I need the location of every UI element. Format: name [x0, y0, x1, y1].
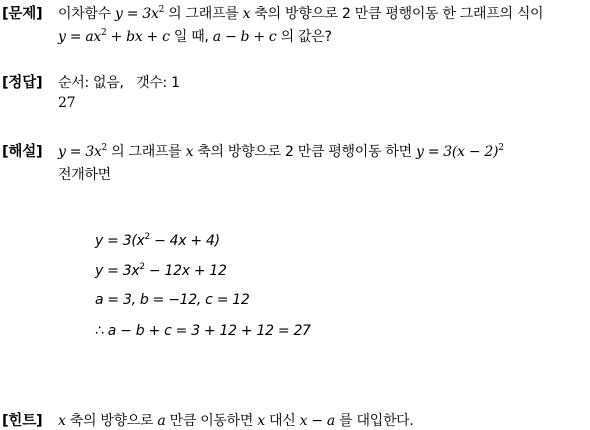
explanation-var-x: x	[185, 144, 194, 160]
hint-text-1: 축의 방향으로	[65, 413, 158, 429]
problem-equation: $y = 3x^2$	[115, 5, 165, 22]
hint-label: [힌트]	[2, 413, 43, 429]
problem-line1-mid: 의 그래프를	[164, 6, 243, 22]
explanation-equation: $y = 3x^2$	[58, 143, 107, 160]
answer-value: 27	[58, 95, 76, 111]
explanation-line1-mid: 의 그래프를	[106, 144, 186, 160]
explanation-step-3: a = 3, b = −12, c = 12	[95, 292, 250, 308]
hint-var-x: x	[58, 413, 66, 429]
problem-line2-mid: 일 때,	[169, 29, 213, 45]
explanation-label: [해설]	[2, 144, 43, 160]
hint-text	[58, 410, 414, 430]
explanation-step-2: $y = 3x^2 - 12x + 12$	[95, 262, 227, 279]
explanation-shifted-equation: $y = 3(x - 2)^2$	[415, 143, 504, 160]
hint-var-a: a	[157, 413, 166, 429]
hint-var-x-2: x	[257, 413, 265, 429]
hint-text-4: 를 대입한다.	[334, 413, 414, 429]
problem-var-x: x	[242, 6, 251, 22]
answer-order-count: 순서: 없음, 갯수: 1	[58, 75, 180, 91]
problem-line1-pre: 이차함수	[58, 6, 116, 22]
explanation-line-1	[58, 141, 504, 161]
hint-expression: x − a	[299, 413, 335, 429]
problem-expression: a − b + c	[212, 29, 277, 45]
explanation-line1-post: 축의 방향으로 2 만큼 평행이동 하면	[193, 144, 416, 160]
problem-line1-post: 축의 방향으로 2 만큼 평행이동 한 그래프의 식이	[250, 6, 544, 22]
explanation-step-4: ∴ a − b + c = 3 + 12 + 12 = 27	[95, 323, 311, 339]
hint-text-2: 만큼 이동하면	[165, 413, 258, 429]
answer-label: [정답]	[2, 75, 43, 91]
problem-general-form: $y = ax^2$ + bx + c	[58, 28, 170, 45]
explanation-step-1: $y = 3(x^2 - 4x + 4)$	[95, 232, 220, 249]
problem-line-2	[58, 26, 332, 46]
problem-line-1	[58, 3, 543, 23]
problem-label: [문제]	[2, 6, 43, 22]
explanation-expand-text: 전개하면	[58, 167, 111, 183]
problem-question: 의 값은?	[276, 29, 332, 45]
hint-text-3: 대신	[264, 413, 300, 429]
